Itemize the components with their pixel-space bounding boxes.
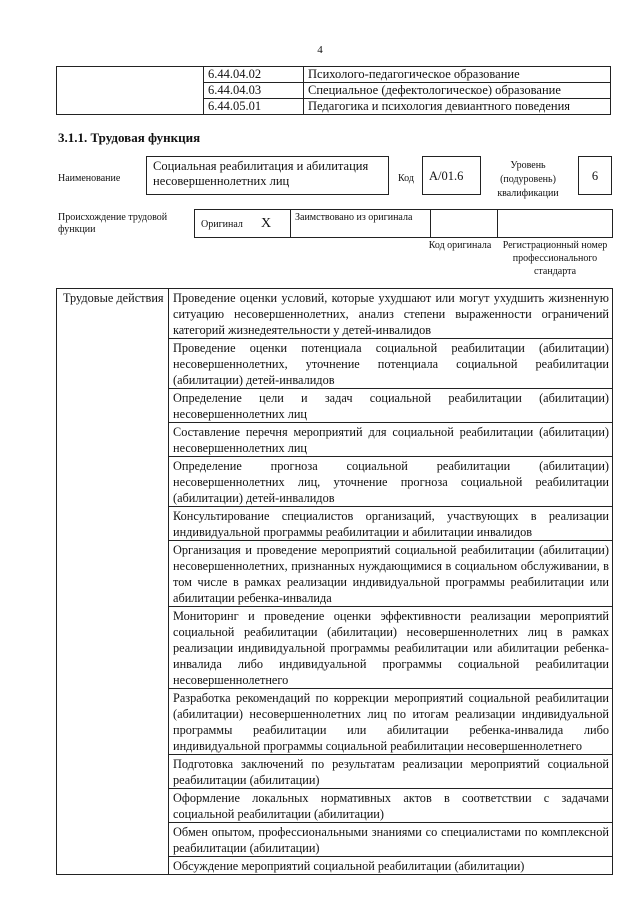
section-title: 3.1.1. Трудовая функция [58,130,201,145]
name-cell: Педагогика и психология девиантного поведения [304,99,611,115]
reg-number-caption: Регистрационный номер профессионального стандарта [502,240,608,277]
labor-actions-table [56,288,613,875]
action-item: Проведение оценки условий, которые ухудшают или могут ухудшить жизненную ситуацию несовершеннолетних, анализ степени выраженности ограничений категорий жизнедеятельности у детей-инвалидов [169,289,613,339]
action-item: Обсуждение мероприятий социальной реабилитации (абилитации) [169,857,613,875]
name-cell: Специальное (дефектологическое) образование [304,83,611,99]
level-label: Уровень (подуровень) квалификации [497,160,559,199]
divider [290,210,291,237]
page-number: 4 [317,44,323,56]
empty-cell [57,67,204,115]
table-row [57,289,613,339]
borrowed-label: Заимствовано из оригинала [295,212,413,223]
action-item: Составление перечня мероприятий для социальной реабилитации (абилитации) несовершеннолетних лиц [169,423,613,457]
function-name-box: Социальная реабилитация и абилитация несовершеннолетних лиц [146,156,389,195]
action-item: Консультирование специалистов организаций, участвующих в реализации индивидуальной программы реабилитации и абилитации инвалидов [169,507,613,541]
origin-label: Происхождение трудовой функции [58,212,168,235]
original-mark: X [261,216,272,231]
function-code-box: A/01.6 [422,156,481,195]
action-item: Обмен опытом, профессиональными знаниями со специалистами по комплексной реабилитации (абилитации) [169,823,613,857]
table-row [57,67,611,83]
name-label: Наименование [58,173,121,184]
level-value-box: 6 [578,156,612,195]
code-cell: 6.44.04.02 [204,67,304,83]
action-item: Определение цели и задач социальной реабилитации (абилитации) несовершеннолетних лиц [169,389,613,423]
education-codes-table [56,66,611,115]
action-item: Оформление локальных нормативных актов в соответствии с задачами социальной реабилитации (абилитации) [169,789,613,823]
action-item: Подготовка заключений по результатам реализации мероприятий социальной реабилитации (абилитации) [169,755,613,789]
code-original-caption: Код оригинала [428,240,492,251]
divider [430,210,431,237]
code-cell: 6.44.05.01 [204,99,304,115]
origin-box [194,209,613,238]
action-item: Мониторинг и проведение оценки эффективности реализации мероприятий социальной реабилитации (абилитации) несовершеннолетних лиц в рамках реализации индивидуальной программы реабилитации или абилитации ребенка-инвалида либо индивидуальной программы социальной реабилитации несовершеннолетнего [169,607,613,689]
action-item: Организация и проведение мероприятий социальной реабилитации (абилитации) несовершеннолетних, признанных нуждающимися в социальном обслуживании, в том числе в рамках реализации индивидуальной программы реабилитации или абилитации ребенка-инвалида [169,541,613,607]
code-cell: 6.44.04.03 [204,83,304,99]
code-label: Код [398,173,414,184]
action-item: Определение прогноза социальной реабилитации (абилитации) несовершеннолетних лиц, уточнение прогноза социальной реабилитации (абилитации) детей-инвалидов [169,457,613,507]
action-item: Разработка рекомендаций по коррекции мероприятий социальной реабилитации (абилитации) несовершеннолетних лиц по итогам реализации индивидуальной программы реабилитации или абилитации ребенка-инвалида либо индивидуальной программы социальной реабилитации несовершеннолетнего [169,689,613,755]
labor-actions-label: Трудовые действия [57,289,169,875]
action-item: Проведение оценки потенциала социальной реабилитации (абилитации) несовершеннолетних, уточнение потенциала социальной реабилитации (абилитации) детей-инвалидов [169,339,613,389]
name-cell: Психолого-педагогическое образование [304,67,611,83]
original-label: Оригинал [201,219,243,230]
divider [497,210,498,237]
